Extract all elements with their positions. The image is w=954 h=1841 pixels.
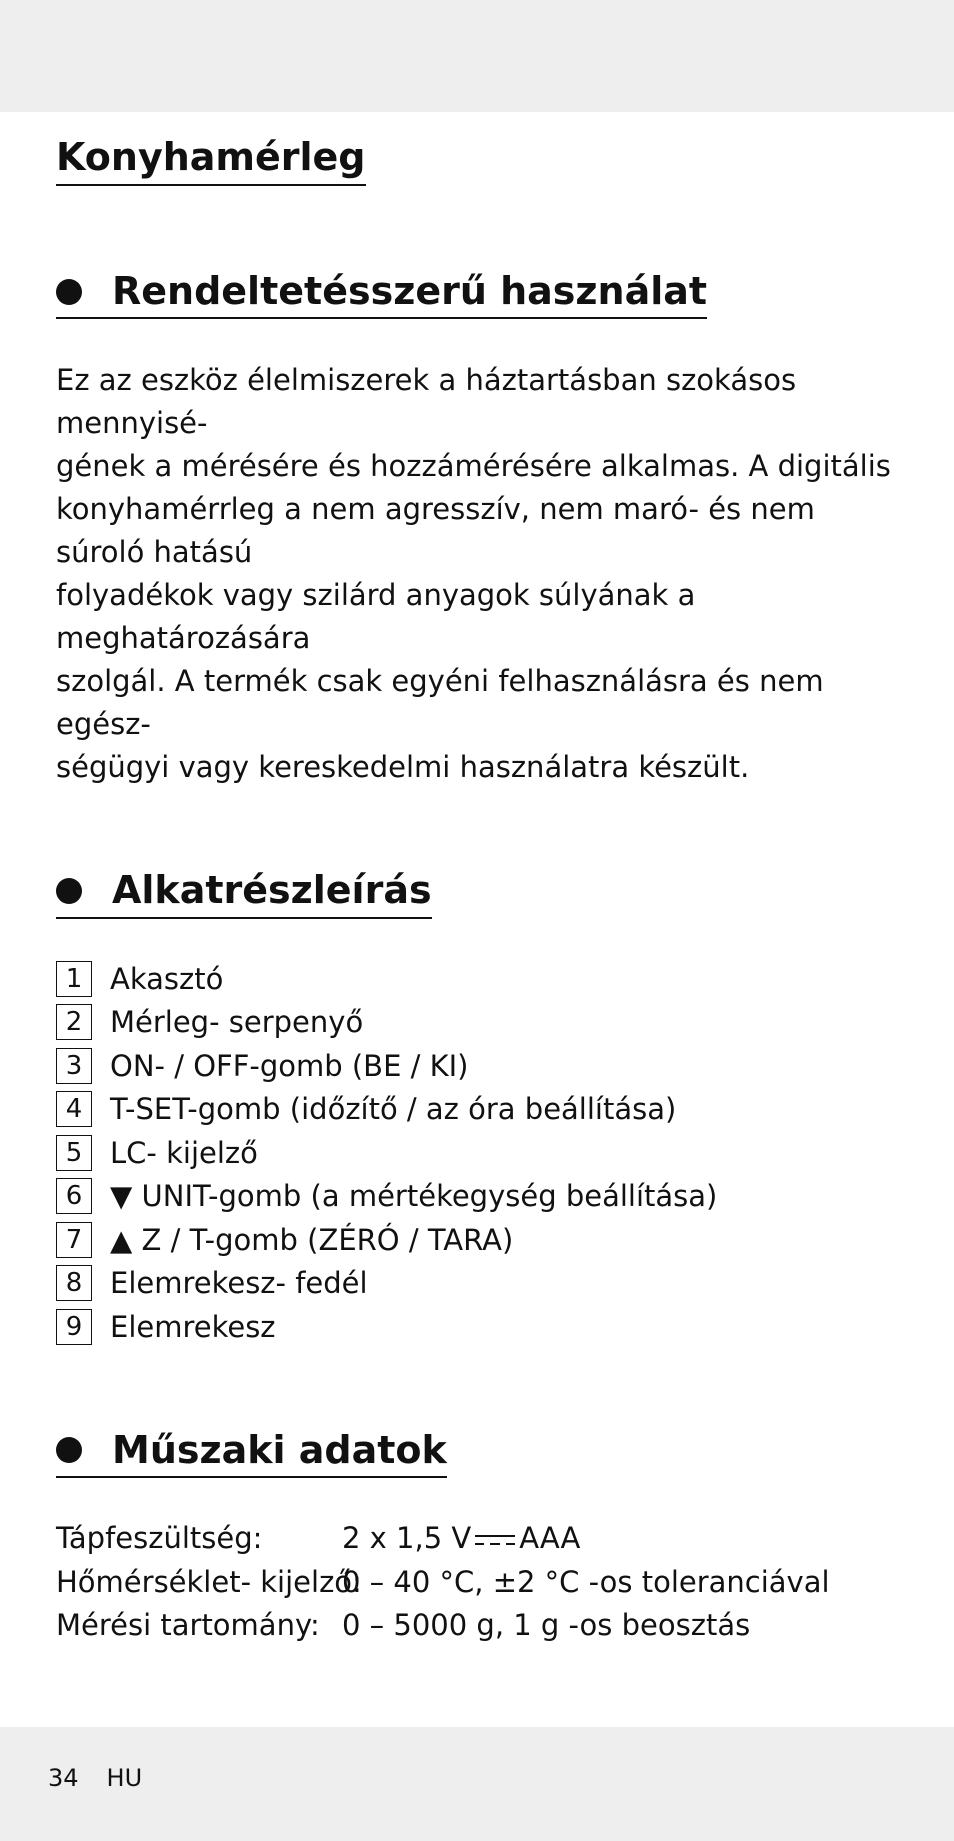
list-item	[56, 1175, 916, 1219]
battery-type: AAA	[519, 1521, 581, 1555]
power-voltage: 2 x 1,5 V	[342, 1521, 472, 1555]
paragraph-line: konyhamérrleg a nem agresszív, nem maró- és nem súroló hatású	[56, 492, 815, 570]
part-number: 1	[56, 961, 92, 997]
list-item	[56, 957, 916, 1001]
spec-value	[342, 1521, 580, 1555]
list-item	[56, 1262, 916, 1306]
parts-list	[56, 957, 916, 1349]
bullet-icon	[56, 878, 82, 904]
spec-value: 0 – 40 °C, ±2 °C -os toleranciával	[342, 1564, 830, 1599]
paragraph-line: ségügyi vagy kereskedelmi használatra készült.	[56, 750, 750, 785]
footer-band	[0, 1727, 954, 1841]
top-margin-band	[0, 0, 954, 112]
part-label: LC- kijelző	[110, 1135, 258, 1170]
language-code: HU	[106, 1764, 143, 1792]
paragraph-line: gének a mérésére és hozzámérésére alkalmas. A digitális	[56, 449, 891, 484]
part-number: 8	[56, 1265, 92, 1301]
parts-section	[56, 869, 916, 1348]
page-footer	[48, 1764, 142, 1792]
parts-title: Alkatrészleírás	[112, 868, 432, 913]
part-number: 4	[56, 1091, 92, 1127]
paragraph-line: Ez az eszköz élelmiszerek a háztartásban szokásos mennyisé-	[56, 363, 797, 441]
direct-current-icon	[475, 1533, 515, 1547]
specs-heading	[56, 1429, 447, 1479]
spec-label: Hőmérséklet- kijelző:	[56, 1564, 362, 1599]
part-number: 9	[56, 1309, 92, 1345]
spec-value: 0 – 5000 g, 1 g -os beosztás	[342, 1608, 751, 1642]
intended-use-section	[56, 270, 916, 790]
part-number: 5	[56, 1135, 92, 1171]
page-number: 34	[48, 1764, 79, 1792]
list-item	[56, 1044, 916, 1088]
part-label: Akasztó	[110, 961, 224, 996]
paragraph-line: szolgál. A termék csak egyéni felhasználásra és nem egész-	[56, 664, 824, 742]
part-number: 7	[56, 1222, 92, 1258]
page-content	[56, 136, 916, 1647]
part-label: Elemrekesz- fedél	[110, 1266, 368, 1301]
part-number: 2	[56, 1004, 92, 1040]
intended-use-title: Rendeltetésszerű használat	[112, 268, 708, 313]
specs-table	[56, 1516, 916, 1647]
part-label: Elemrekesz	[110, 1309, 276, 1344]
spec-label: Tápfeszültség:	[56, 1521, 263, 1555]
list-item	[56, 1218, 916, 1262]
part-number: 6	[56, 1178, 92, 1214]
spec-row-power	[56, 1516, 916, 1560]
specs-title: Műszaki adatok	[112, 1427, 447, 1472]
part-label: Mérleg- serpenyő	[110, 1005, 364, 1040]
list-item	[56, 1131, 916, 1175]
spec-label: Mérési tartomány:	[56, 1608, 320, 1642]
bullet-icon	[56, 279, 82, 305]
list-item	[56, 1001, 916, 1045]
list-item	[56, 1305, 916, 1349]
part-label: ▼ UNIT-gomb (a mértékegység beállítása)	[110, 1179, 718, 1214]
part-label: T-SET-gomb (időzítő / az óra beállítása)	[110, 1092, 677, 1127]
part-number: 3	[56, 1048, 92, 1084]
list-item	[56, 1088, 916, 1132]
intended-use-heading	[56, 270, 707, 320]
bullet-icon	[56, 1437, 82, 1463]
spec-row-temperature	[56, 1560, 916, 1604]
intended-use-paragraph	[56, 359, 906, 789]
document-title: Konyhamérleg	[56, 136, 366, 186]
spec-row-range	[56, 1603, 916, 1647]
parts-heading	[56, 869, 432, 919]
part-label: ON- / OFF-gomb (BE / KI)	[110, 1048, 469, 1083]
paragraph-line: folyadékok vagy szilárd anyagok súlyának a meghatározására	[56, 578, 696, 656]
part-label: ▲ Z / T-gomb (ZÉRÓ / TARA)	[110, 1222, 514, 1257]
specs-section	[56, 1429, 916, 1647]
